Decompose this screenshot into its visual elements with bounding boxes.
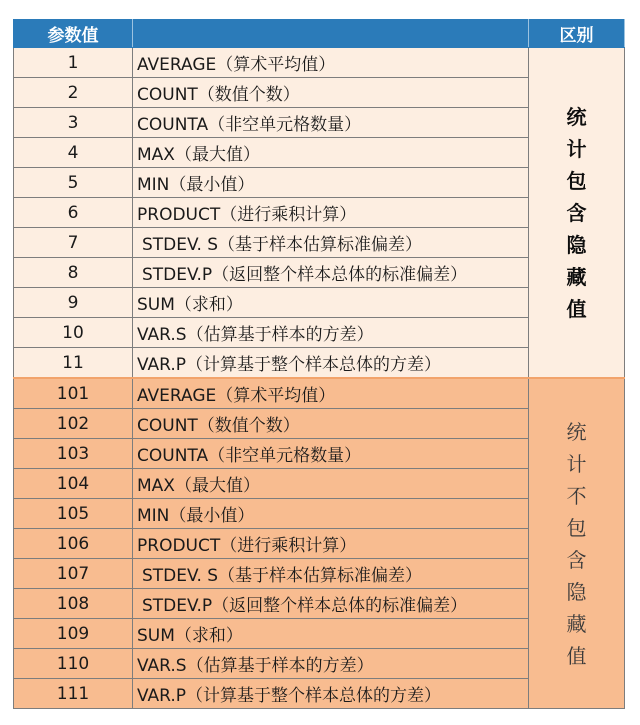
- param-value-cell: 9: [14, 288, 133, 318]
- function-name-cell: PRODUCT（进行乘积计算）: [133, 529, 529, 559]
- table-row: [14, 378, 625, 409]
- group-difference-cell: [529, 48, 625, 379]
- function-name-cell: STDEV.P（返回整个样本总体的标准偏差）: [133, 589, 529, 619]
- param-value-cell: 5: [14, 168, 133, 198]
- group-difference-cell: [529, 378, 625, 709]
- param-value-cell: 111: [14, 679, 133, 709]
- param-value-cell: 105: [14, 499, 133, 529]
- header-function: [133, 20, 529, 48]
- function-name-cell: AVERAGE（算术平均值）: [133, 48, 529, 78]
- function-name-cell: VAR.S（估算基于样本的方差）: [133, 649, 529, 679]
- header-difference: 区别: [529, 20, 625, 48]
- table-header-row: [14, 20, 625, 48]
- function-name-cell: COUNTA（非空单元格数量）: [133, 439, 529, 469]
- function-name-cell: SUM（求和）: [133, 619, 529, 649]
- function-name-cell: VAR.P（计算基于整个样本总体的方差）: [133, 679, 529, 709]
- param-value-cell: 103: [14, 439, 133, 469]
- param-value-cell: 2: [14, 78, 133, 108]
- function-name-cell: MIN（最小值）: [133, 499, 529, 529]
- param-value-cell: 108: [14, 589, 133, 619]
- table-body: [14, 48, 625, 709]
- param-value-cell: 6: [14, 198, 133, 228]
- function-table-container: [13, 19, 624, 709]
- function-name-cell: MAX（最大值）: [133, 469, 529, 499]
- param-value-cell: 10: [14, 318, 133, 348]
- param-value-cell: 8: [14, 258, 133, 288]
- group-difference-label: 统计不包含隐藏值: [566, 419, 587, 668]
- function-name-cell: COUNTA（非空单元格数量）: [133, 108, 529, 138]
- table-row: [14, 48, 625, 78]
- group-difference-label: 统计包含隐藏值: [566, 104, 587, 321]
- header-param-value: 参数值: [14, 20, 133, 48]
- param-value-cell: 1: [14, 48, 133, 78]
- param-value-cell: 7: [14, 228, 133, 258]
- function-name-cell: STDEV. S（基于样本估算标准偏差）: [133, 228, 529, 258]
- function-name-cell: VAR.S（估算基于样本的方差）: [133, 318, 529, 348]
- param-value-cell: 106: [14, 529, 133, 559]
- function-name-cell: SUM（求和）: [133, 288, 529, 318]
- function-name-cell: MAX（最大值）: [133, 138, 529, 168]
- function-name-cell: COUNT（数值个数）: [133, 409, 529, 439]
- function-name-cell: STDEV.P（返回整个样本总体的标准偏差）: [133, 258, 529, 288]
- param-value-cell: 107: [14, 559, 133, 589]
- param-value-cell: 3: [14, 108, 133, 138]
- param-value-cell: 109: [14, 619, 133, 649]
- param-value-cell: 104: [14, 469, 133, 499]
- function-name-cell: PRODUCT（进行乘积计算）: [133, 198, 529, 228]
- param-value-cell: 11: [14, 348, 133, 379]
- subtotal-parameter-table: [13, 19, 625, 709]
- param-value-cell: 102: [14, 409, 133, 439]
- function-name-cell: MIN（最小值）: [133, 168, 529, 198]
- function-name-cell: COUNT（数值个数）: [133, 78, 529, 108]
- function-name-cell: STDEV. S（基于样本估算标准偏差）: [133, 559, 529, 589]
- function-name-cell: VAR.P（计算基于整个样本总体的方差）: [133, 348, 529, 379]
- function-name-cell: AVERAGE（算术平均值）: [133, 378, 529, 409]
- param-value-cell: 101: [14, 378, 133, 409]
- param-value-cell: 110: [14, 649, 133, 679]
- param-value-cell: 4: [14, 138, 133, 168]
